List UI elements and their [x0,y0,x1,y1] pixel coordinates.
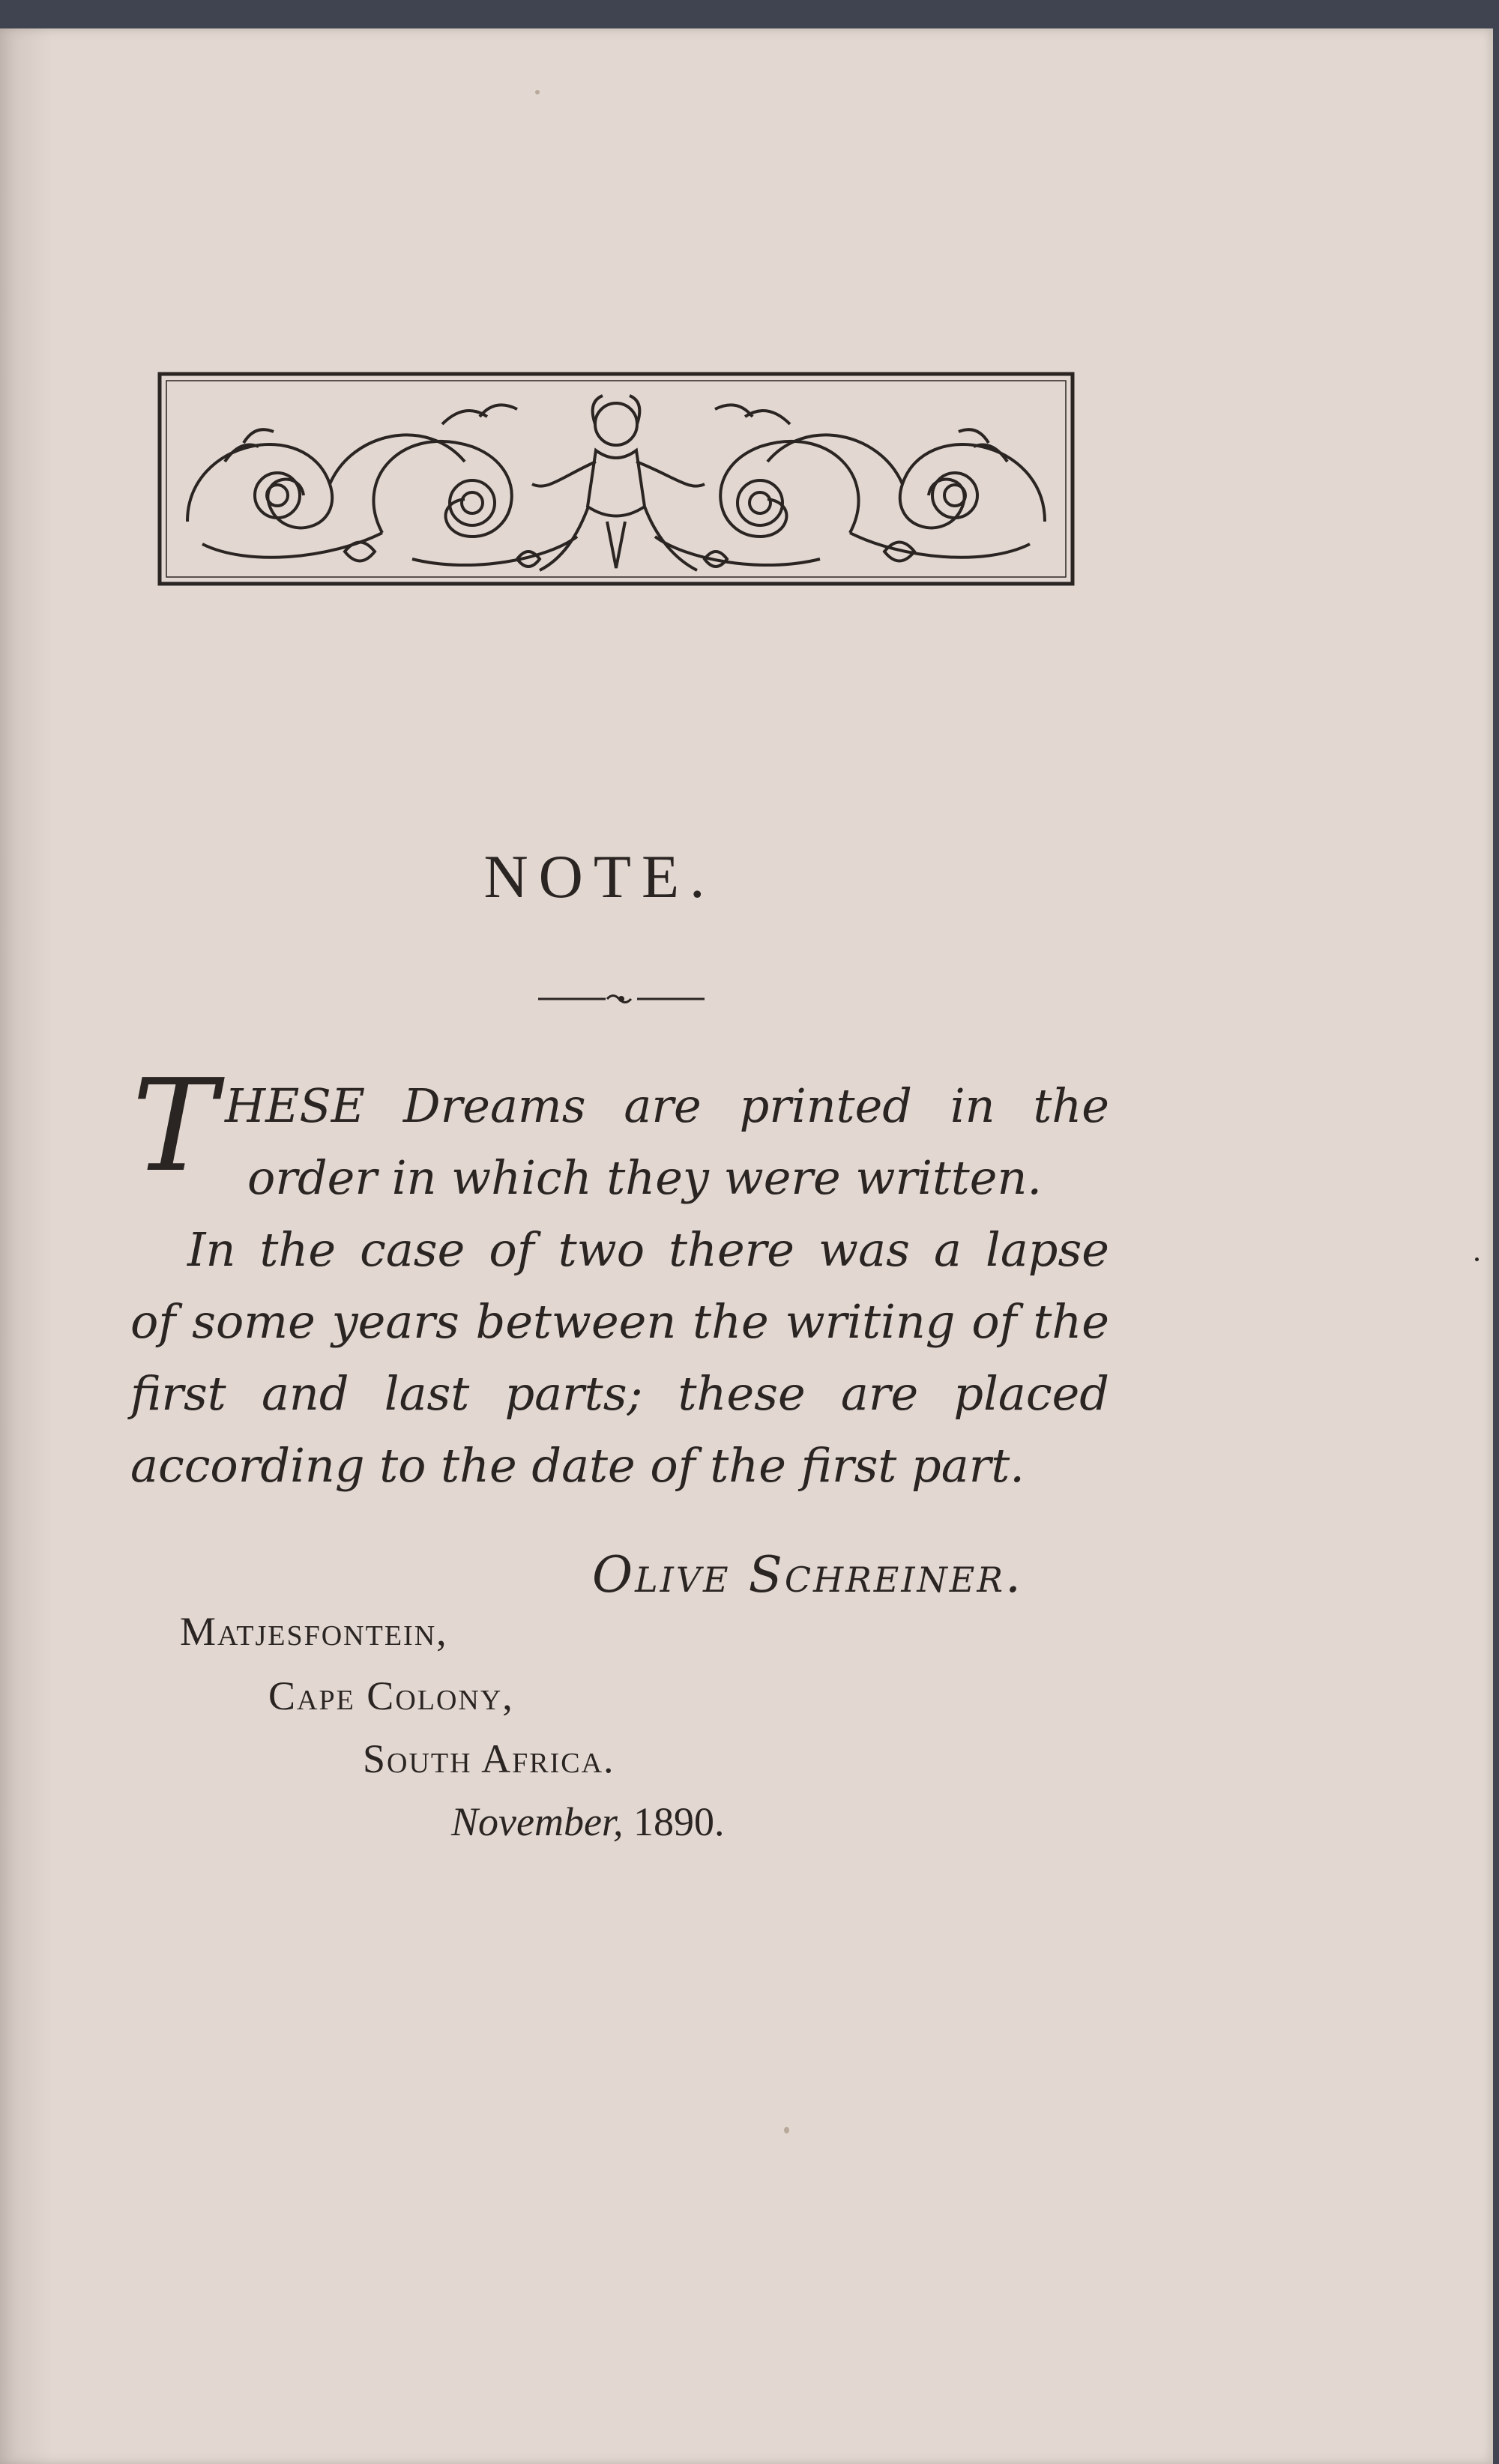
author-signature: Olive Schreiner. [592,1546,1023,1604]
paragraph-line: In the case of two there was a lapse [187,1222,1109,1277]
paragraph-line: order in which they were written. [247,1150,1043,1205]
paragraph-line: HESE Dreams are printed in the [225,1078,1109,1133]
date-month: November, [451,1799,624,1844]
address-line: Cape Colony, [268,1673,514,1718]
date-line [451,1799,724,1845]
page-title: NOTE. [483,842,716,911]
flourish-divider-icon [538,988,705,1010]
paragraph-line: according to the date of the first part. [130,1438,1025,1493]
paragraph-body [130,1214,1109,1502]
address-line: South Africa. [363,1736,615,1781]
header-ornament-icon [157,372,1075,586]
paragraph-line: first and last parts; these are placed [130,1366,1109,1421]
paper-speck [1475,1257,1479,1261]
drop-cap: T [132,1052,217,1201]
paragraph-opening [225,1070,1109,1214]
book-page [0,28,1493,2464]
address-line: Matjesfontein, [180,1609,448,1654]
paper-speck [535,90,540,94]
paper-speck [784,2127,789,2134]
date-year: 1890. [633,1799,725,1844]
binding-shadow [0,28,52,2464]
paragraph-line: of some years between the writing of the [130,1294,1109,1349]
